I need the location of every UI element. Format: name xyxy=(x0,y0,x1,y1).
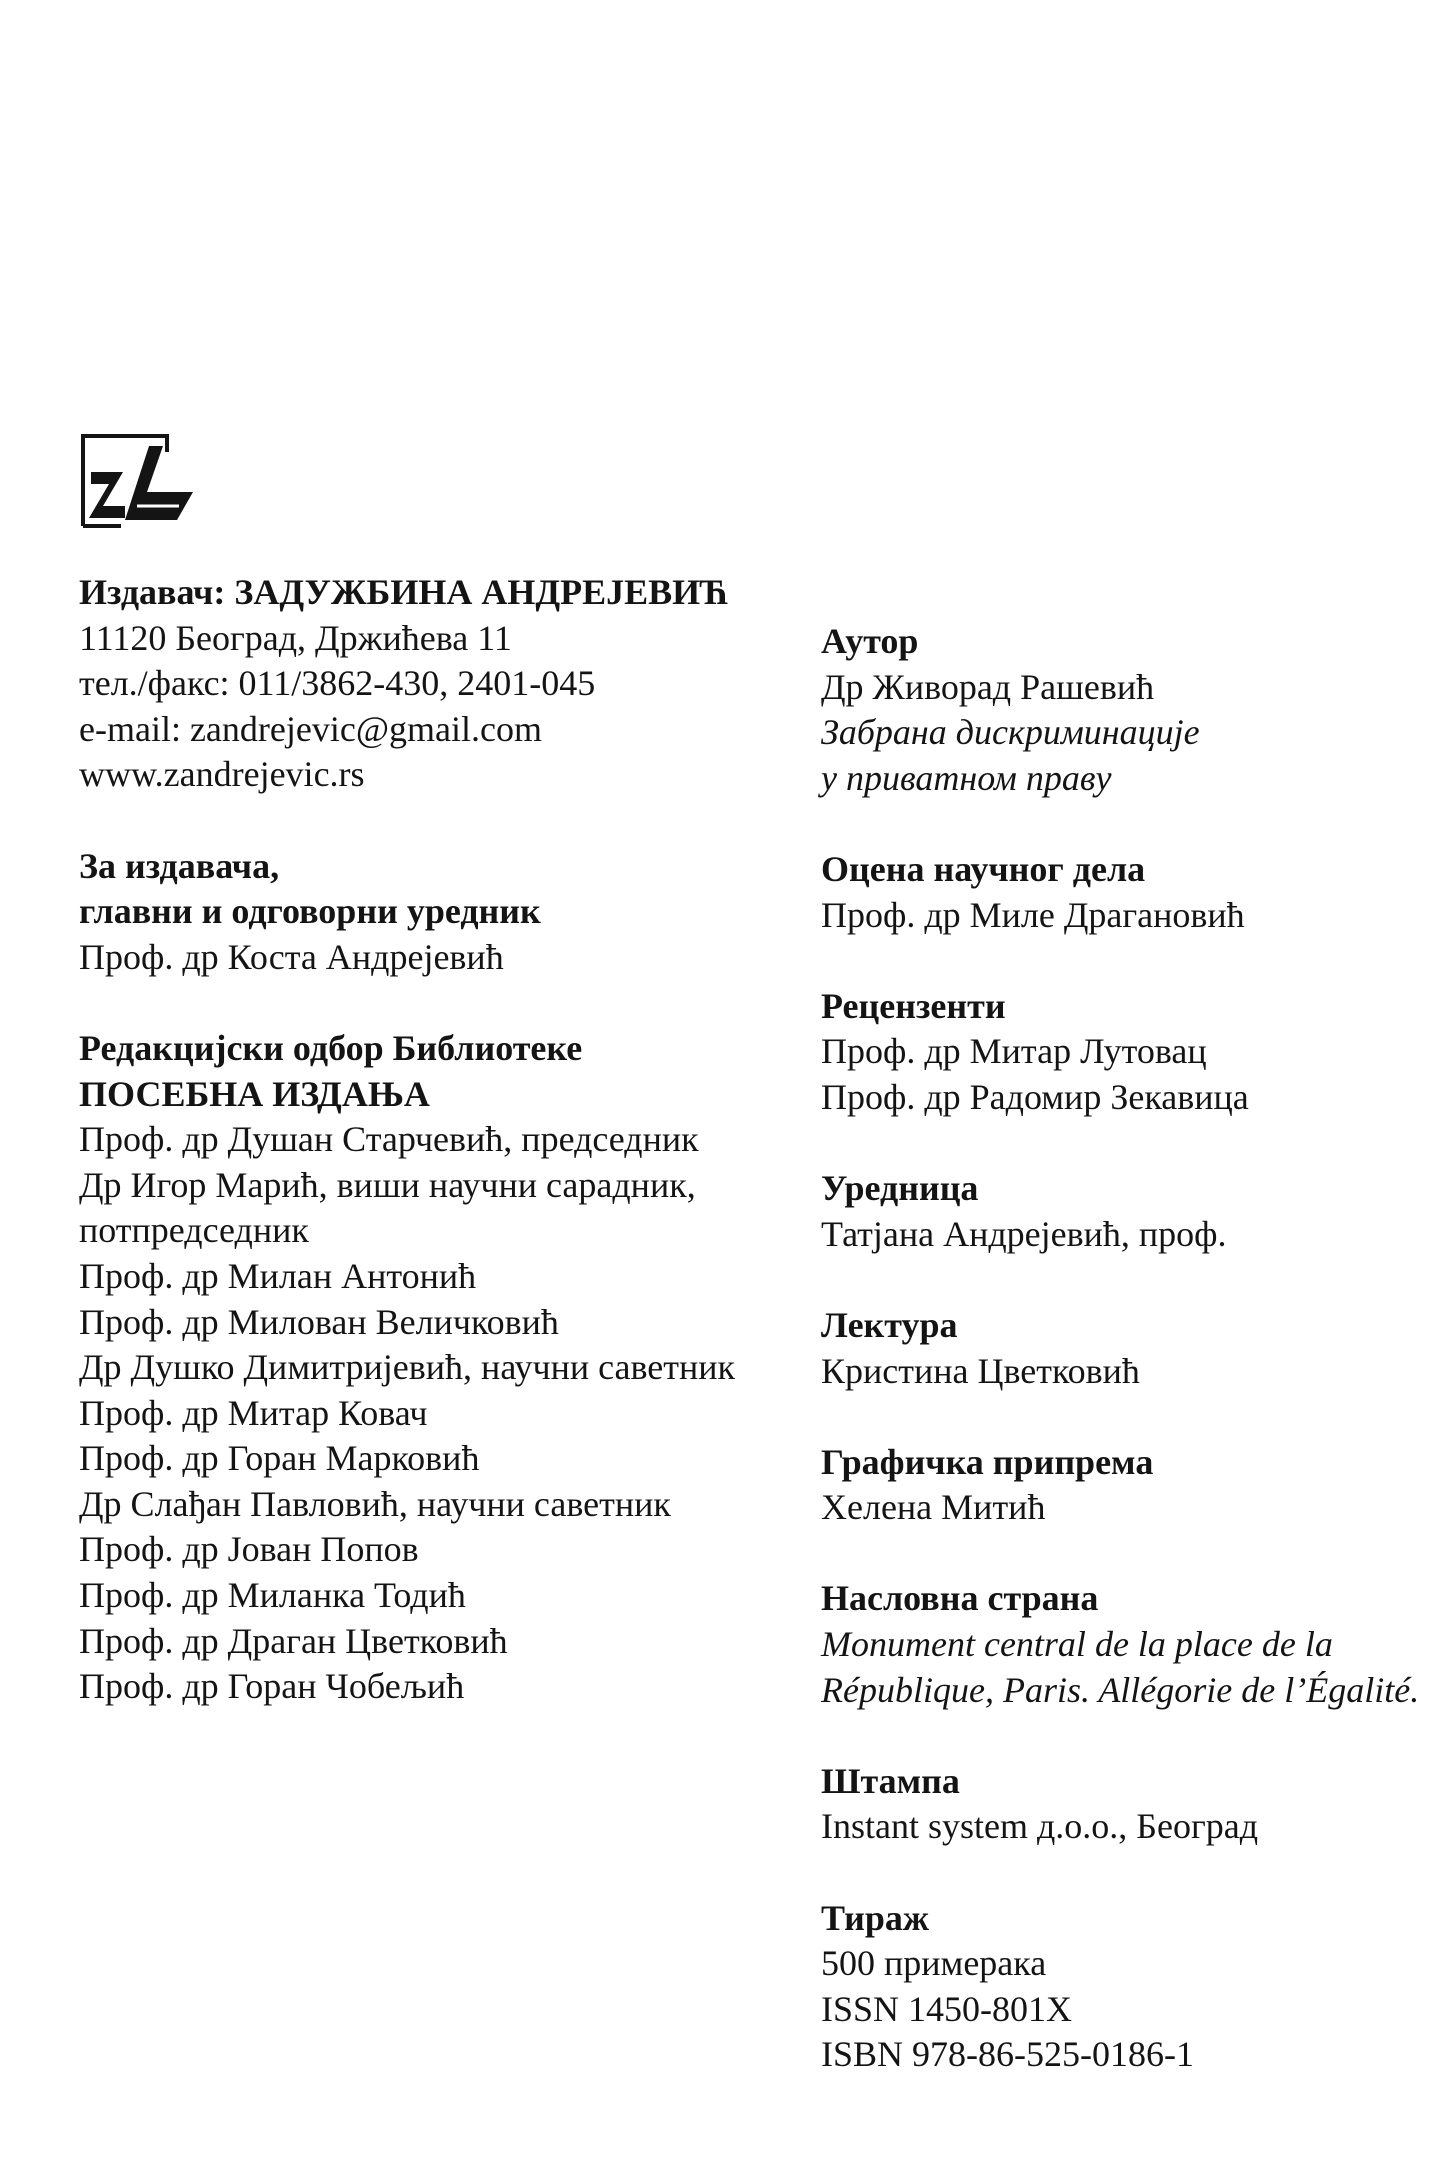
editorial-board-series: ПОСЕБНА ИЗДАЊА xyxy=(79,1073,430,1114)
editorial-board-member: Проф. др Горан Марковић xyxy=(79,1438,480,1479)
editorial-board-member: Др Слађан Павловић, научни саветник xyxy=(79,1483,671,1524)
left-column xyxy=(79,570,735,1710)
editorial-board-member: Проф. др Јован Попов xyxy=(79,1529,419,1570)
author-block xyxy=(821,619,1419,801)
author-heading: Аутор xyxy=(821,621,919,661)
proofreading-block xyxy=(821,1303,1419,1394)
cover-block xyxy=(821,1576,1419,1713)
layout-name: Хелена Митић xyxy=(821,1487,1046,1528)
proofreading-name: Кристина Цветковић xyxy=(821,1350,1140,1391)
cover-description-line: République, Paris. Allégorie de l’Égalité. xyxy=(821,1669,1420,1710)
printing-heading: Штампа xyxy=(821,1760,960,1801)
editorial-board-member: Др Игор Марић, виши научни сарадник, xyxy=(79,1164,696,1205)
editorial-board-member: Проф. др Милан Антонић xyxy=(79,1255,477,1296)
editorial-board-member: Проф. др Драган Цветковић xyxy=(79,1620,508,1661)
reviewers-block xyxy=(821,984,1419,1121)
editorial-board-heading: Редакцијски одбор Библиотеке xyxy=(79,1027,583,1068)
for-publisher-name: Проф. др Коста Андрејевић xyxy=(79,936,504,977)
print-run-block xyxy=(821,1896,1419,2078)
editor-block xyxy=(821,1166,1419,1257)
layout-heading: Графичка припрема xyxy=(821,1441,1154,1482)
publisher-heading xyxy=(79,570,735,616)
isbn-number: ISBN 978-86-525-0186-1 xyxy=(821,2034,1194,2075)
cover-description-line: Monument central de la place de la xyxy=(821,1624,1333,1665)
editorial-board-member: Проф. др Горан Чобељић xyxy=(79,1666,465,1707)
editor-name: Татјана Андрејевић, проф. xyxy=(821,1213,1227,1254)
editorial-board-member: Проф. др Милован Величковић xyxy=(79,1301,559,1342)
publisher-email: e-mail: zandrejevic@gmail.com xyxy=(79,708,542,749)
printing-name: Instant system д.о.о., Београд xyxy=(821,1806,1259,1847)
editor-heading: Уредница xyxy=(821,1168,979,1209)
issn-number: ISSN 1450-801X xyxy=(821,1988,1073,2029)
right-column xyxy=(821,619,1419,2078)
layout-block xyxy=(821,1440,1419,1531)
evaluation-block xyxy=(821,847,1419,938)
for-publisher-subheading: главни и одговорни уредник xyxy=(79,891,541,932)
publisher-phone: тел./факс: 011/3862-430, 2401-045 xyxy=(79,663,596,704)
cover-heading: Насловна страна xyxy=(821,1578,1099,1619)
proofreading-heading: Лектура xyxy=(821,1304,958,1345)
print-run-heading: Тираж xyxy=(821,1897,929,1938)
editorial-board-member: Проф. др Митар Ковач xyxy=(79,1392,428,1433)
publisher-label: Издавач: xyxy=(79,572,226,612)
publisher-block xyxy=(79,570,735,798)
reviewers-heading: Рецензенти xyxy=(821,985,1006,1026)
editorial-board-member: Проф. др Душан Старчевић, председник xyxy=(79,1119,699,1160)
book-title-line: у приватном праву xyxy=(821,757,1112,798)
book-title-line: Забрана дискриминације xyxy=(821,712,1200,753)
publisher-logo-icon xyxy=(79,432,195,530)
publisher-address: 11120 Београд, Држићева 11 xyxy=(79,617,512,658)
evaluation-name: Проф. др Миле Драгановић xyxy=(821,894,1245,935)
editorial-board-member: потпредседник xyxy=(79,1210,309,1251)
printing-block xyxy=(821,1759,1419,1850)
reviewer-name: Проф. др Митар Лутовац xyxy=(821,1031,1207,1072)
evaluation-heading: Оцена научног дела xyxy=(821,848,1146,889)
author-name: Др Живорад Рашевић xyxy=(821,666,1155,707)
reviewer-name: Проф. др Радомир Зекавица xyxy=(821,1076,1249,1117)
publisher-name: ЗАДУЖБИНА АНДРЕЈЕВИЋ xyxy=(234,572,729,612)
publisher-website: www.zandrejevic.rs xyxy=(79,754,365,795)
editorial-board-member: Проф. др Миланка Тодић xyxy=(79,1575,466,1616)
editorial-board-block xyxy=(79,1026,735,1710)
for-publisher-block xyxy=(79,844,735,981)
editorial-board-member: Др Душко Димитријевић, научни саветник xyxy=(79,1347,736,1388)
for-publisher-heading: За издавача, xyxy=(79,845,280,886)
print-run-copies: 500 примерака xyxy=(821,1943,1047,1984)
